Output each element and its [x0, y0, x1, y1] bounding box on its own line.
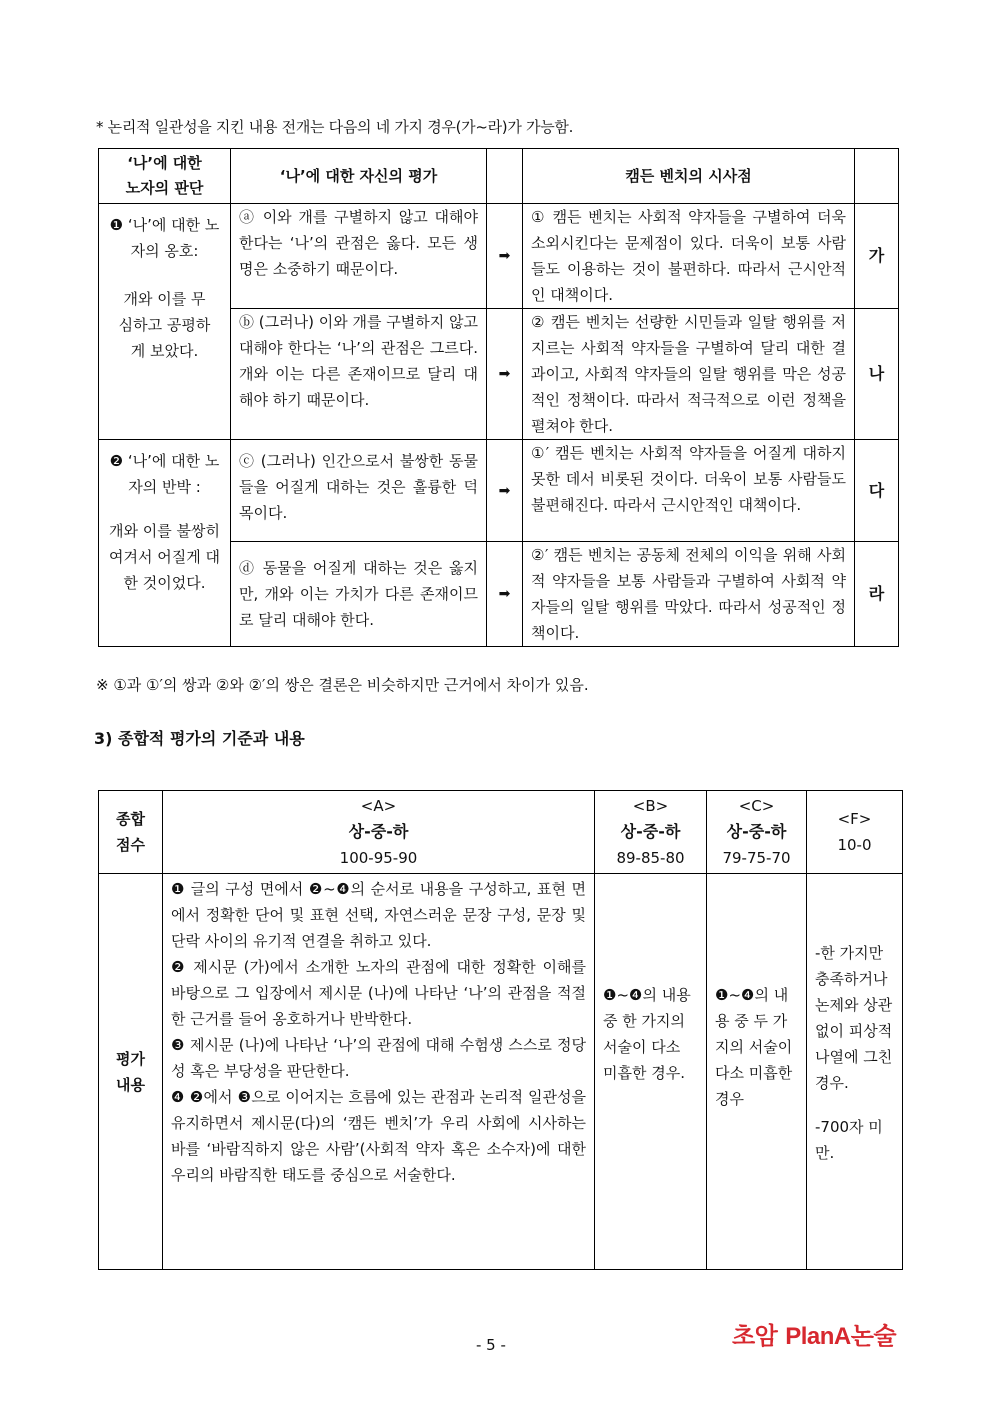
case-tag-na: 나: [855, 309, 899, 440]
grade-f: <F> 10-0: [807, 791, 903, 874]
grade-b: <B> 상-중-하 89-85-80: [595, 791, 707, 874]
note-bottom: ※ ①과 ①′의 쌍과 ②와 ②′의 쌍은 결론은 비슷하지만 근거에서 차이가 있음.: [96, 676, 589, 694]
grade-c-desc: ❶~❹의 내용 중 두 가지의 서술이 다소 미흡한 경우: [707, 874, 807, 1270]
case-tag-ra: 라: [855, 542, 899, 647]
criterion-2: ❷ 제시문 (가)에서 소개한 노자의 관점에 대한 정확한 이해를 바탕으로 그 입장에서 제시문 (나)에 나타난 ‘나’의 관점을 적절한 근거를 들어 옹호하거나 반박한다.: [171, 958, 586, 1028]
arrow-icon: ➡: [487, 440, 523, 542]
table-row: [99, 204, 899, 309]
arrow-icon: ➡: [487, 309, 523, 440]
note-top: * 논리적 일관성을 지킨 내용 전개는 다음의 네 가지 경우(가~라)가 가능함.: [96, 118, 574, 136]
section-heading: 3) 종합적 평가의 기준과 내용: [94, 729, 305, 748]
group2-cell: [99, 440, 231, 647]
content-label: 평가 내용: [99, 874, 163, 1270]
case-tag-da: 다: [855, 440, 899, 542]
header-judgment: ‘나’에 대한 노자의 판단: [99, 149, 231, 204]
table-row: [99, 440, 899, 542]
brand-logo: 초암 PlanA논술: [732, 1322, 897, 1350]
eval-a: ⓐ 이와 개를 구별하지 않고 대해야 한다는 ‘나’의 관점은 옳다. 모든 생명은 소중하기 때문이다.: [231, 204, 487, 309]
impl-2: ② 캠든 벤치는 선량한 시민들과 일탈 행위를 저지르는 사회적 약자들을 구별하여 달리 대한 결과이고, 사회적 약자들의 일탈 행위를 막은 성공적인 정책이다. 따라서 적극적으로 이런 정책을 펼쳐야 한다.: [523, 309, 855, 440]
eval-b: ⓑ (그러나) 이와 개를 구별하지 않고 대해야 한다는 ‘나’의 관점은 그르다. 개와 이는 다른 존재이므로 달리 대해야 하기 때문이다.: [231, 309, 487, 440]
table-header-row: [99, 149, 899, 204]
score-label: 종합 점수: [99, 791, 163, 874]
page-number: - 5 -: [476, 1336, 506, 1354]
group1-desc: 개와 이를 무심하고 공평하게 보았다.: [118, 290, 211, 360]
grade-a: <A> 상-중-하 100-95-90: [163, 791, 595, 874]
perspective-table: [98, 148, 899, 647]
criterion-1: ❶ 글의 구성 면에서 ❷~❹의 순서로 내용을 구성하고, 표현 면에서 정확한 단어 및 표현 선택, 자연스러운 문장 구성, 문장 및 단락 사이의 유기적 연결을 취하고 있다.: [171, 880, 586, 950]
criteria-list: [163, 874, 595, 1270]
grade-b-desc: ❶~❹의 내용 중 한 가지의 서술이 다소 미흡한 경우.: [595, 874, 707, 1270]
group2-title: ❷ ‘나’에 대한 노자의 반박 :: [109, 452, 220, 496]
score-row: [99, 791, 903, 874]
case-tag-ga: 가: [855, 204, 899, 309]
group1-cell: [99, 204, 231, 440]
group1-title: ❶ ‘나’에 대한 노자의 옹호:: [109, 216, 220, 260]
criterion-4: ❹ ❷에서 ❸으로 이어지는 흐름에 있는 관점과 논리적 일관성을 유지하면서 제시문(다)의 ‘캠든 벤치’가 우리 사회에 시사하는 바를 ‘바람직하지 않은 사람’(사회적 약자 혹은 소수자)에 대한 우리의 바람직한 태도를 중심으로 서술한다.: [171, 1088, 586, 1184]
impl-1-prime: ①′ 캠든 벤치는 사회적 약자들을 어질게 대하지 못한 데서 비롯된 것이다. 더욱이 보통 사람들도 불편해진다. 따라서 근시안적인 대책이다.: [523, 440, 855, 542]
grade-f-desc: -한 가지만 충족하거나 논제와 상관없이 피상적 나열에 그친 경우. -700자 미만.: [807, 874, 903, 1270]
group2-desc: 개와 이를 불쌍히 여겨서 어질게 대한 것이었다.: [109, 522, 220, 592]
arrow-icon: ➡: [487, 542, 523, 647]
evaluation-table: [98, 790, 903, 1270]
grade-c: <C> 상-중-하 79-75-70: [707, 791, 807, 874]
criterion-3: ❸ 제시문 (나)에 나타난 ‘나’의 관점에 대해 수험생 스스로 정당성 혹은 부당성을 판단한다.: [171, 1036, 586, 1080]
impl-2-prime: ②′ 캠든 벤치는 공동체 전체의 이익을 위해 사회적 약자들을 보통 사람들과 구별하여 사회적 약자들의 일탈 행위를 막았다. 따라서 성공적인 정책이다.: [523, 542, 855, 647]
arrow-icon: ➡: [487, 204, 523, 309]
content-row: [99, 874, 903, 1270]
header-self-evaluation: ‘나’에 대한 자신의 평가: [231, 149, 487, 204]
eval-c: ⓒ (그러나) 인간으로서 불쌍한 동물들을 어질게 대하는 것은 훌륭한 덕목이다.: [231, 440, 487, 542]
header-implication: 캠든 벤치의 시사점: [523, 149, 855, 204]
header-arrow-blank: [487, 149, 523, 204]
eval-d: ⓓ 동물을 어질게 대하는 것은 옳지만, 개와 이는 가치가 다른 존재이므로 달리 대해야 한다.: [231, 542, 487, 647]
impl-1: ① 캠든 벤치는 사회적 약자들을 구별하여 더욱 소외시킨다는 문제점이 있다. 더욱이 보통 사람들도 이용하는 것이 불편하다. 따라서 근시안적인 대책이다.: [523, 204, 855, 309]
header-tag-blank: [855, 149, 899, 204]
